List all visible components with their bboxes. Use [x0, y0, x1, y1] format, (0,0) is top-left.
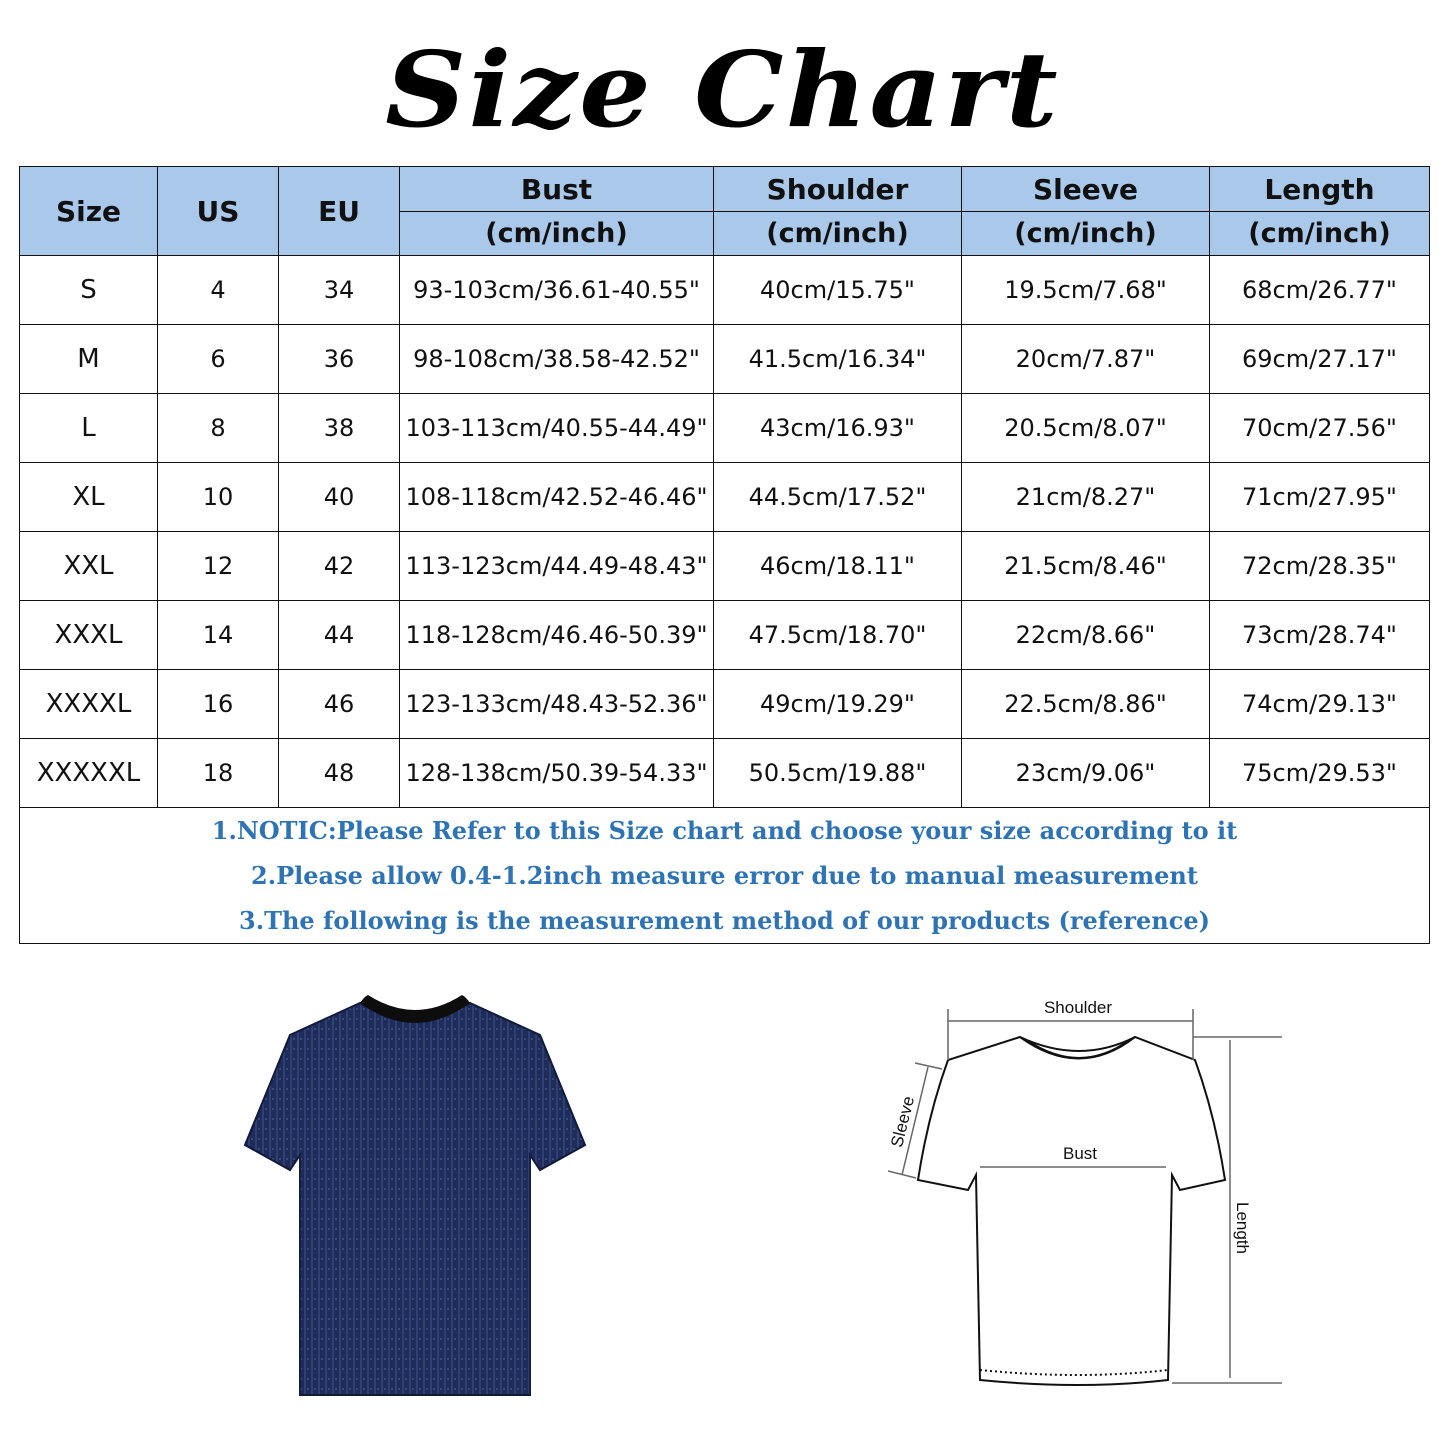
- header-shoulder-unit: (cm/inch): [714, 212, 962, 256]
- shirt-body: [245, 1003, 585, 1395]
- length-cell: 70cm/27.56": [1210, 394, 1430, 463]
- length-cell: 69cm/27.17": [1210, 325, 1430, 394]
- header-bust: Bust: [400, 167, 714, 212]
- measurement-diagram: [880, 995, 1290, 1395]
- note-1: 1.NOTIC:Please Refer to this Size chart and choose your size according to it: [211, 816, 1238, 845]
- header-shoulder: Shoulder: [714, 167, 962, 212]
- bust-cell: 108-118cm/42.52-46.46": [400, 463, 714, 532]
- sleeve-cell: 23cm/9.06": [962, 739, 1210, 808]
- shoulder-label: Shoulder: [1043, 998, 1113, 1017]
- eu-cell: 34: [279, 256, 400, 325]
- size-cell: XXXXXL: [20, 739, 158, 808]
- length-cell: 74cm/29.13": [1210, 670, 1430, 739]
- bust-cell: 113-123cm/44.49-48.43": [400, 532, 714, 601]
- shoulder-cell: 41.5cm/16.34": [714, 325, 962, 394]
- sleeve-cell: 22cm/8.66": [962, 601, 1210, 670]
- notes-row: [20, 808, 1430, 944]
- us-cell: 4: [158, 256, 279, 325]
- size-chart-table: [19, 166, 1430, 944]
- eu-cell: 48: [279, 739, 400, 808]
- bust-cell: 93-103cm/36.61-40.55": [400, 256, 714, 325]
- sleeve-cell: 20cm/7.87": [962, 325, 1210, 394]
- note-3: 3.The following is the measurement method of our products (reference): [239, 906, 1210, 935]
- header-sleeve-unit: (cm/inch): [962, 212, 1210, 256]
- size-cell: XXXL: [20, 601, 158, 670]
- shoulder-cell: 40cm/15.75": [714, 256, 962, 325]
- product-photo: [240, 995, 590, 1400]
- eu-cell: 46: [279, 670, 400, 739]
- us-cell: 6: [158, 325, 279, 394]
- us-cell: 10: [158, 463, 279, 532]
- shoulder-cell: 46cm/18.11": [714, 532, 962, 601]
- sleeve-label: Sleeve: [887, 1094, 919, 1150]
- us-cell: 14: [158, 601, 279, 670]
- table-row: [20, 325, 1430, 394]
- eu-cell: 44: [279, 601, 400, 670]
- table-row: [20, 256, 1430, 325]
- bust-cell: 128-138cm/50.39-54.33": [400, 739, 714, 808]
- sleeve-cell: 21.5cm/8.46": [962, 532, 1210, 601]
- bust-cell: 103-113cm/40.55-44.49": [400, 394, 714, 463]
- size-cell: XXXXL: [20, 670, 158, 739]
- bust-cell: 123-133cm/48.43-52.36": [400, 670, 714, 739]
- table-row: [20, 670, 1430, 739]
- header-eu: EU: [279, 167, 400, 256]
- size-cell: L: [20, 394, 158, 463]
- eu-cell: 36: [279, 325, 400, 394]
- header-sleeve: Sleeve: [962, 167, 1210, 212]
- table-row: [20, 463, 1430, 532]
- shoulder-cell: 43cm/16.93": [714, 394, 962, 463]
- shoulder-cell: 49cm/19.29": [714, 670, 962, 739]
- eu-cell: 40: [279, 463, 400, 532]
- eu-cell: 42: [279, 532, 400, 601]
- table-row: [20, 739, 1430, 808]
- shoulder-cell: 50.5cm/19.88": [714, 739, 962, 808]
- sleeve-cell: 22.5cm/8.86": [962, 670, 1210, 739]
- eu-cell: 38: [279, 394, 400, 463]
- header-size: Size: [20, 167, 158, 256]
- sleeve-cell: 21cm/8.27": [962, 463, 1210, 532]
- header-length: Length: [1210, 167, 1430, 212]
- us-cell: 8: [158, 394, 279, 463]
- sleeve-cell: 20.5cm/8.07": [962, 394, 1210, 463]
- note-2: 2.Please allow 0.4-1.2inch measure error due to manual measurement: [251, 861, 1198, 890]
- table-row: [20, 601, 1430, 670]
- size-cell: S: [20, 256, 158, 325]
- shoulder-cell: 44.5cm/17.52": [714, 463, 962, 532]
- length-cell: 68cm/26.77": [1210, 256, 1430, 325]
- length-cell: 71cm/27.95": [1210, 463, 1430, 532]
- header-bust-unit: (cm/inch): [400, 212, 714, 256]
- length-cell: 72cm/28.35": [1210, 532, 1430, 601]
- length-label: Length: [1233, 1202, 1252, 1254]
- bust-cell: 98-108cm/38.58-42.52": [400, 325, 714, 394]
- bust-label: Bust: [1062, 1144, 1098, 1163]
- header-length-unit: (cm/inch): [1210, 212, 1430, 256]
- sleeve-cell: 19.5cm/7.68": [962, 256, 1210, 325]
- table-row: [20, 532, 1430, 601]
- size-cell: M: [20, 325, 158, 394]
- length-cell: 73cm/28.74": [1210, 601, 1430, 670]
- tshirt-outline: [918, 1037, 1225, 1385]
- header-us: US: [158, 167, 279, 256]
- length-cell: 75cm/29.53": [1210, 739, 1430, 808]
- shoulder-cell: 47.5cm/18.70": [714, 601, 962, 670]
- table-row: [20, 394, 1430, 463]
- size-cell: XL: [20, 463, 158, 532]
- size-cell: XXL: [20, 532, 158, 601]
- us-cell: 16: [158, 670, 279, 739]
- us-cell: 12: [158, 532, 279, 601]
- bust-cell: 118-128cm/46.46-50.39": [400, 601, 714, 670]
- notes-cell: [20, 808, 1430, 944]
- page-title: Size Chart: [385, 28, 1060, 151]
- us-cell: 18: [158, 739, 279, 808]
